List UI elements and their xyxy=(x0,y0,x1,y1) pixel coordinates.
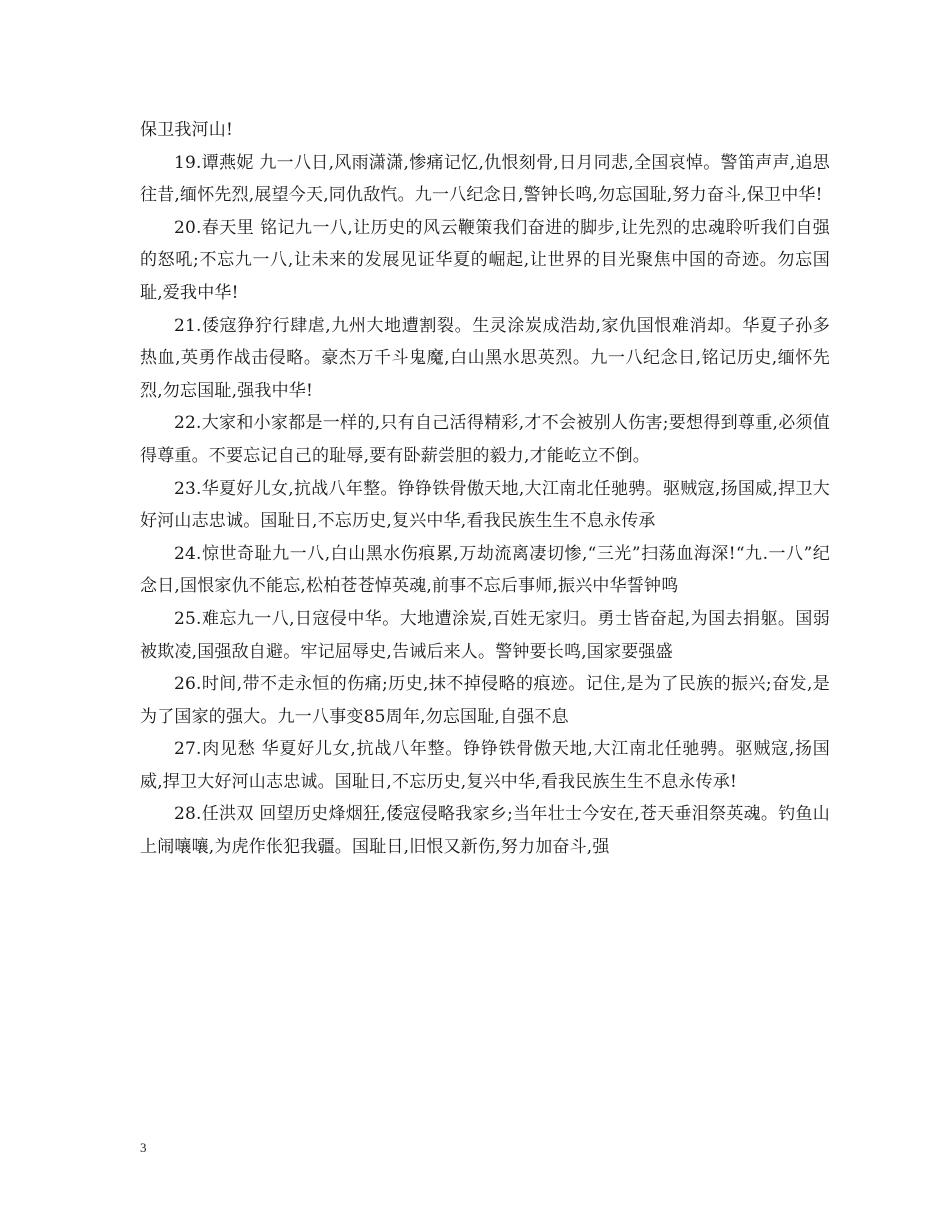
paragraph-26: 26.时间,带不走永恒的伤痛;历史,抹不掉侵略的痕迹。记住,是为了民族的振兴;奋发,是为了国家的强大。九一八事变85周年,勿忘国耻,自强不息 xyxy=(140,674,830,727)
paragraph-27: 27.肉见愁 华夏好儿女,抗战八年整。铮铮铁骨傲天地,大江南北任驰骋。驱贼寇,扬国威,捍卫大好河山志忠诚。国耻日,不忘历史,复兴中华,看我民族生生不息永传承! xyxy=(140,739,830,792)
paragraph-25: 25.难忘九一八,日寇侵中华。大地遭涂炭,百姓无家归。勇士皆奋起,为国去捐躯。国弱被欺凌,国强敌自避。牢记屈辱史,告诫后来人。警钟要长鸣,国家要强盛 xyxy=(140,608,830,662)
paragraph-21: 21.倭寇狰狞行肆虐,九州大地遭割裂。生灵涂炭成浩劫,家仇国恨难消却。华夏子孙多热血,英勇作战击侵略。豪杰万千斗鬼魔,白山黑水思英烈。九一八纪念日,铭记历史,缅怀先烈,勿忘国耻,强我中华! xyxy=(140,315,830,401)
paragraph-continued: 保卫我河山! xyxy=(140,120,234,140)
paragraph-23: 23.华夏好儿女,抗战八年整。铮铮铁骨傲天地,大江南北任驰骋。驱贼寇,扬国威,捍卫大好河山志忠诚。国耻日,不忘历史,复兴中华,看我民族生生不息永传承 xyxy=(140,478,830,532)
paragraph-19: 19.谭燕妮 九一八日,风雨潇潇,惨痛记忆,仇恨刻骨,日月同悲,全国哀悼。警笛声声,追思往昔,缅怀先烈,展望今天,同仇敌忾。九一八纪念日,警钟长鸣,勿忘国耻,努力奋斗,保卫中华! xyxy=(140,152,830,206)
document-body xyxy=(140,114,830,864)
paragraph-28: 28.任洪双 回望历史烽烟狂,倭寇侵略我家乡;当年壮士今安在,苍天垂泪祭英魂。钓鱼山上闹嚷嚷,为虎作伥犯我疆。国耻日,旧恨又新伤,努力加奋斗,强 xyxy=(140,804,830,858)
paragraph-24: 24.惊世奇耻九一八,白山黑水伤痕累,万劫流离凄切惨,“三光”扫荡血海深!“九.一八”纪念日,国恨家仇不能忘,松柏苍苍悼英魂,前事不忘后事师,振兴中华誓钟鸣 xyxy=(140,543,830,597)
paragraph-20: 20.春天里 铭记九一八,让历史的风云鞭策我们奋进的脚步,让先烈的忠魂聆听我们自强的怒吼;不忘九一八,让未来的发展见证华夏的崛起,让世界的目光聚焦中国的奇迹。勿忘国耻,爱我中华! xyxy=(140,217,830,303)
page-number: 3 xyxy=(140,1140,147,1155)
paragraph-22: 22.大家和小家都是一样的,只有自己活得精彩,才不会被别人伤害;要想得到尊重,必须值得尊重。不要忘记自己的耻辱,要有卧薪尝胆的毅力,才能屹立不倒。 xyxy=(140,413,830,466)
